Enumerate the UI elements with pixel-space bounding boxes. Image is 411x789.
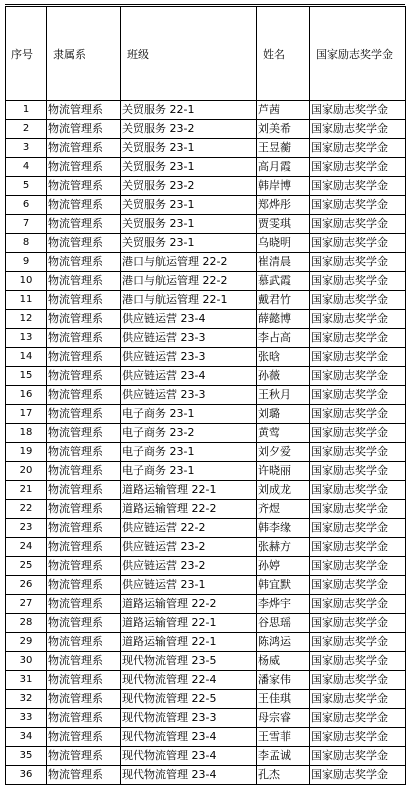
table-row <box>6 519 406 538</box>
cell-award: 国家励志奖学金 <box>310 576 406 595</box>
cell-class: 道路运输管理 22-2 <box>121 500 257 519</box>
cell-index: 12 <box>6 310 47 329</box>
cell-name: 刘美希 <box>257 120 310 139</box>
cell-name: 许晓丽 <box>257 462 310 481</box>
cell-award: 国家励志奖学金 <box>310 158 406 177</box>
scholarship-table <box>5 6 406 785</box>
cell-name: 郑烨彤 <box>257 196 310 215</box>
table-row <box>6 329 406 348</box>
cell-name: 高月霞 <box>257 158 310 177</box>
table-row <box>6 367 406 386</box>
cell-name: 孔杰 <box>257 766 310 785</box>
cell-index: 36 <box>6 766 47 785</box>
cell-index: 30 <box>6 652 47 671</box>
cell-class: 现代物流管理 23-4 <box>121 766 257 785</box>
cell-department: 物流管理系 <box>47 652 121 671</box>
cell-department: 物流管理系 <box>47 215 121 234</box>
cell-name: 黄莺 <box>257 424 310 443</box>
cell-award: 国家励志奖学金 <box>310 120 406 139</box>
cell-name: 孙婷 <box>257 557 310 576</box>
table-row <box>6 557 406 576</box>
cell-award: 国家励志奖学金 <box>310 728 406 747</box>
cell-name: 薛懿博 <box>257 310 310 329</box>
cell-class: 港口与航运管理 22-1 <box>121 291 257 310</box>
cell-award: 国家励志奖学金 <box>310 690 406 709</box>
table-row <box>6 728 406 747</box>
cell-class: 电子商务 23-2 <box>121 424 257 443</box>
cell-award: 国家励志奖学金 <box>310 538 406 557</box>
cell-index: 18 <box>6 424 47 443</box>
cell-class: 电子商务 23-1 <box>121 462 257 481</box>
cell-department: 物流管理系 <box>47 576 121 595</box>
table-row <box>6 633 406 652</box>
cell-award: 国家励志奖学金 <box>310 405 406 424</box>
cell-name: 戴君竹 <box>257 291 310 310</box>
cell-name: 杨威 <box>257 652 310 671</box>
table-row <box>6 500 406 519</box>
cell-index: 24 <box>6 538 47 557</box>
cell-award: 国家励志奖学金 <box>310 424 406 443</box>
table-row <box>6 405 406 424</box>
table-row <box>6 291 406 310</box>
cell-department: 物流管理系 <box>47 424 121 443</box>
cell-class: 现代物流管理 23-5 <box>121 652 257 671</box>
table-row <box>6 139 406 158</box>
cell-name: 韩李缘 <box>257 519 310 538</box>
cell-index: 27 <box>6 595 47 614</box>
cell-name: 王佳琪 <box>257 690 310 709</box>
cell-award: 国家励志奖学金 <box>310 386 406 405</box>
cell-award: 国家励志奖学金 <box>310 196 406 215</box>
table-row <box>6 747 406 766</box>
cell-index: 7 <box>6 215 47 234</box>
cell-department: 物流管理系 <box>47 234 121 253</box>
cell-class: 电子商务 23-1 <box>121 443 257 462</box>
cell-name: 芦茜 <box>257 101 310 120</box>
cell-index: 19 <box>6 443 47 462</box>
cell-award: 国家励志奖学金 <box>310 709 406 728</box>
cell-name: 韩宜默 <box>257 576 310 595</box>
cell-department: 物流管理系 <box>47 120 121 139</box>
cell-department: 物流管理系 <box>47 747 121 766</box>
cell-award: 国家励志奖学金 <box>310 614 406 633</box>
cell-name: 刘成龙 <box>257 481 310 500</box>
table-row <box>6 443 406 462</box>
cell-index: 3 <box>6 139 47 158</box>
header-name: 姓名 <box>257 7 310 101</box>
cell-award: 国家励志奖学金 <box>310 310 406 329</box>
cell-award: 国家励志奖学金 <box>310 671 406 690</box>
table-row <box>6 215 406 234</box>
cell-class: 现代物流管理 22-4 <box>121 671 257 690</box>
cell-name: 王昱蘅 <box>257 139 310 158</box>
cell-department: 物流管理系 <box>47 386 121 405</box>
cell-award: 国家励志奖学金 <box>310 234 406 253</box>
cell-department: 物流管理系 <box>47 538 121 557</box>
cell-department: 物流管理系 <box>47 443 121 462</box>
cell-class: 供应链运营 23-4 <box>121 367 257 386</box>
cell-name: 刘璐 <box>257 405 310 424</box>
cell-name: 张赫方 <box>257 538 310 557</box>
table-row <box>6 177 406 196</box>
cell-award: 国家励志奖学金 <box>310 215 406 234</box>
cell-name: 贾雯琪 <box>257 215 310 234</box>
table-row <box>6 481 406 500</box>
cell-department: 物流管理系 <box>47 405 121 424</box>
cell-award: 国家励志奖学金 <box>310 766 406 785</box>
cell-class: 现代物流管理 23-4 <box>121 728 257 747</box>
table-header <box>6 7 406 101</box>
cell-award: 国家励志奖学金 <box>310 291 406 310</box>
cell-name: 孙薇 <box>257 367 310 386</box>
table-row <box>6 120 406 139</box>
cell-department: 物流管理系 <box>47 481 121 500</box>
cell-name: 王雪菲 <box>257 728 310 747</box>
cell-department: 物流管理系 <box>47 310 121 329</box>
table-row <box>6 690 406 709</box>
cell-class: 道路运输管理 22-2 <box>121 595 257 614</box>
cell-department: 物流管理系 <box>47 709 121 728</box>
cell-index: 5 <box>6 177 47 196</box>
cell-department: 物流管理系 <box>47 177 121 196</box>
cell-department: 物流管理系 <box>47 690 121 709</box>
cell-class: 供应链运营 23-3 <box>121 348 257 367</box>
cell-index: 34 <box>6 728 47 747</box>
cell-award: 国家励志奖学金 <box>310 177 406 196</box>
cell-award: 国家励志奖学金 <box>310 747 406 766</box>
cell-department: 物流管理系 <box>47 158 121 177</box>
cell-index: 29 <box>6 633 47 652</box>
cell-department: 物流管理系 <box>47 557 121 576</box>
cell-class: 供应链运营 23-2 <box>121 538 257 557</box>
cell-class: 港口与航运管理 22-2 <box>121 253 257 272</box>
cell-award: 国家励志奖学金 <box>310 443 406 462</box>
cell-award: 国家励志奖学金 <box>310 652 406 671</box>
cell-name: 李占高 <box>257 329 310 348</box>
table-row <box>6 671 406 690</box>
cell-class: 关贸服务 23-2 <box>121 177 257 196</box>
cell-class: 关贸服务 22-1 <box>121 101 257 120</box>
cell-department: 物流管理系 <box>47 272 121 291</box>
cell-award: 国家励志奖学金 <box>310 500 406 519</box>
cell-index: 33 <box>6 709 47 728</box>
table-row <box>6 386 406 405</box>
table-body <box>6 101 406 785</box>
cell-department: 物流管理系 <box>47 139 121 158</box>
cell-index: 9 <box>6 253 47 272</box>
table-row <box>6 538 406 557</box>
cell-name: 潘家伟 <box>257 671 310 690</box>
cell-index: 22 <box>6 500 47 519</box>
cell-class: 供应链运营 23-3 <box>121 329 257 348</box>
cell-index: 11 <box>6 291 47 310</box>
cell-index: 8 <box>6 234 47 253</box>
table-row <box>6 766 406 785</box>
cell-department: 物流管理系 <box>47 101 121 120</box>
cell-class: 关贸服务 23-1 <box>121 215 257 234</box>
cell-index: 28 <box>6 614 47 633</box>
cell-index: 20 <box>6 462 47 481</box>
cell-award: 国家励志奖学金 <box>310 101 406 120</box>
cell-index: 15 <box>6 367 47 386</box>
cell-award: 国家励志奖学金 <box>310 557 406 576</box>
header-award: 国家励志奖学金 <box>310 7 406 101</box>
table-row <box>6 234 406 253</box>
table-row <box>6 272 406 291</box>
cell-name: 乌晓明 <box>257 234 310 253</box>
cell-index: 14 <box>6 348 47 367</box>
cell-class: 现代物流管理 23-3 <box>121 709 257 728</box>
previous-page-fragment <box>5 0 405 5</box>
cell-class: 供应链运营 23-4 <box>121 310 257 329</box>
cell-department: 物流管理系 <box>47 253 121 272</box>
table-row <box>6 576 406 595</box>
cell-award: 国家励志奖学金 <box>310 519 406 538</box>
table-row <box>6 253 406 272</box>
cell-index: 23 <box>6 519 47 538</box>
header-class: 班级 <box>121 7 257 101</box>
cell-department: 物流管理系 <box>47 633 121 652</box>
cell-index: 6 <box>6 196 47 215</box>
cell-award: 国家励志奖学金 <box>310 329 406 348</box>
header-index: 序号 <box>6 7 47 101</box>
cell-award: 国家励志奖学金 <box>310 272 406 291</box>
cell-index: 31 <box>6 671 47 690</box>
cell-class: 关贸服务 23-1 <box>121 234 257 253</box>
table-row <box>6 709 406 728</box>
cell-class: 现代物流管理 23-4 <box>121 747 257 766</box>
cell-award: 国家励志奖学金 <box>310 139 406 158</box>
cell-index: 10 <box>6 272 47 291</box>
cell-index: 17 <box>6 405 47 424</box>
cell-award: 国家励志奖学金 <box>310 462 406 481</box>
cell-index: 21 <box>6 481 47 500</box>
cell-award: 国家励志奖学金 <box>310 253 406 272</box>
cell-index: 25 <box>6 557 47 576</box>
table-row <box>6 614 406 633</box>
cell-award: 国家励志奖学金 <box>310 595 406 614</box>
table-row <box>6 652 406 671</box>
table-row <box>6 101 406 120</box>
cell-class: 供应链运营 23-1 <box>121 576 257 595</box>
table-row <box>6 595 406 614</box>
cell-award: 国家励志奖学金 <box>310 633 406 652</box>
cell-department: 物流管理系 <box>47 519 121 538</box>
cell-department: 物流管理系 <box>47 196 121 215</box>
cell-index: 4 <box>6 158 47 177</box>
cell-name: 张晗 <box>257 348 310 367</box>
cell-name: 李孟诚 <box>257 747 310 766</box>
cell-award: 国家励志奖学金 <box>310 348 406 367</box>
cell-name: 陈鸿运 <box>257 633 310 652</box>
cell-index: 1 <box>6 101 47 120</box>
cell-department: 物流管理系 <box>47 671 121 690</box>
header-department: 隶属系 <box>47 7 121 101</box>
cell-department: 物流管理系 <box>47 766 121 785</box>
cell-class: 港口与航运管理 22-2 <box>121 272 257 291</box>
cell-class: 供应链运营 23-2 <box>121 557 257 576</box>
cell-index: 26 <box>6 576 47 595</box>
table-row <box>6 462 406 481</box>
cell-index: 13 <box>6 329 47 348</box>
table-row <box>6 196 406 215</box>
cell-department: 物流管理系 <box>47 291 121 310</box>
cell-department: 物流管理系 <box>47 367 121 386</box>
cell-class: 关贸服务 23-1 <box>121 139 257 158</box>
cell-class: 现代物流管理 22-5 <box>121 690 257 709</box>
cell-class: 关贸服务 23-1 <box>121 196 257 215</box>
cell-name: 谷思瑶 <box>257 614 310 633</box>
cell-class: 供应链运营 23-3 <box>121 386 257 405</box>
cell-name: 李烨宇 <box>257 595 310 614</box>
cell-index: 32 <box>6 690 47 709</box>
cell-department: 物流管理系 <box>47 614 121 633</box>
cell-index: 16 <box>6 386 47 405</box>
cell-class: 道路运输管理 22-1 <box>121 614 257 633</box>
header-row <box>6 7 406 101</box>
table-row <box>6 310 406 329</box>
cell-class: 供应链运营 22-2 <box>121 519 257 538</box>
cell-name: 韩岸博 <box>257 177 310 196</box>
cell-department: 物流管理系 <box>47 462 121 481</box>
cell-name: 王秋月 <box>257 386 310 405</box>
cell-class: 关贸服务 23-2 <box>121 120 257 139</box>
table-row <box>6 158 406 177</box>
cell-index: 35 <box>6 747 47 766</box>
cell-department: 物流管理系 <box>47 348 121 367</box>
cell-name: 慕武霞 <box>257 272 310 291</box>
cell-name: 母宗睿 <box>257 709 310 728</box>
cell-department: 物流管理系 <box>47 329 121 348</box>
cell-award: 国家励志奖学金 <box>310 367 406 386</box>
cell-index: 2 <box>6 120 47 139</box>
cell-department: 物流管理系 <box>47 595 121 614</box>
cell-name: 刘夕爱 <box>257 443 310 462</box>
cell-department: 物流管理系 <box>47 728 121 747</box>
cell-class: 道路运输管理 22-1 <box>121 633 257 652</box>
cell-class: 关贸服务 23-1 <box>121 158 257 177</box>
cell-award: 国家励志奖学金 <box>310 481 406 500</box>
cell-class: 电子商务 23-1 <box>121 405 257 424</box>
cell-class: 道路运输管理 22-1 <box>121 481 257 500</box>
table-row <box>6 348 406 367</box>
cell-department: 物流管理系 <box>47 500 121 519</box>
cell-name: 崔清晨 <box>257 253 310 272</box>
cell-name: 齐煜 <box>257 500 310 519</box>
table-row <box>6 424 406 443</box>
